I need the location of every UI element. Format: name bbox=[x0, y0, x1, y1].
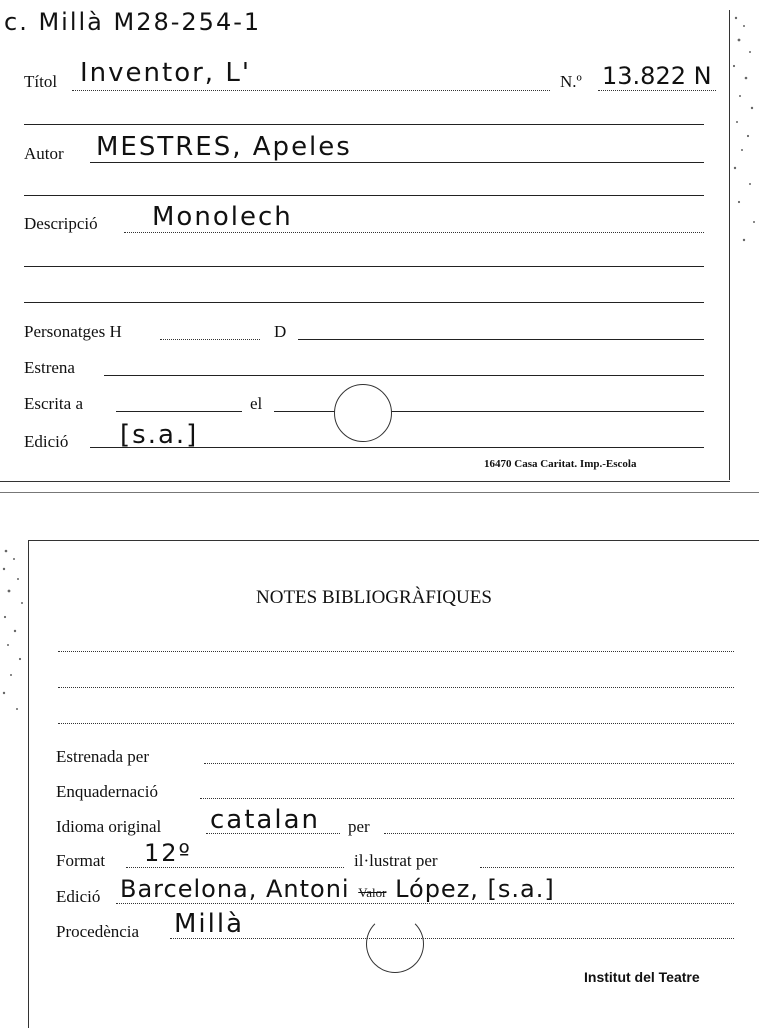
estrenada-label: Estrenada per bbox=[56, 747, 149, 766]
edicio-value-struck: Valor bbox=[358, 885, 387, 900]
format-line bbox=[126, 867, 344, 868]
enquadernacio-line bbox=[200, 798, 734, 799]
idioma-label: Idioma original bbox=[56, 817, 162, 836]
top-card bbox=[0, 0, 759, 495]
autor-line bbox=[90, 162, 704, 163]
descripcio-value: Monolech bbox=[152, 202, 293, 232]
edicio-value bbox=[120, 875, 555, 903]
escrita-line bbox=[116, 411, 242, 412]
blank-line bbox=[58, 687, 734, 688]
numero-line bbox=[598, 90, 716, 91]
punch-hole bbox=[334, 384, 392, 442]
format-value: 12º bbox=[144, 839, 192, 867]
descripcio-label: Descripció bbox=[24, 214, 98, 233]
blank-line bbox=[24, 124, 704, 125]
titol-label: Títol bbox=[24, 72, 58, 91]
personatges-label: Personatges H bbox=[24, 322, 122, 341]
illustrat-label: il·lustrat per bbox=[354, 851, 438, 870]
call-number: c. Millà M28-254-1 bbox=[4, 8, 262, 36]
blank-line bbox=[24, 266, 704, 267]
personatges-d-label: D bbox=[274, 322, 287, 341]
autor-value: MESTRES, Apeles bbox=[96, 132, 352, 162]
procedencia-line bbox=[170, 938, 734, 939]
autor-label: Autor bbox=[24, 144, 64, 163]
el-label: el bbox=[250, 394, 263, 413]
per-label: per bbox=[348, 817, 370, 836]
estrena-line bbox=[104, 375, 704, 376]
estrenada-line bbox=[204, 763, 734, 764]
format-label: Format bbox=[56, 851, 106, 870]
blank-line bbox=[58, 723, 734, 724]
blank-line bbox=[24, 302, 704, 303]
edicio-label: Edició bbox=[24, 432, 69, 451]
top-card-bottom-edge bbox=[0, 481, 730, 482]
titol-line bbox=[72, 90, 550, 91]
numero-value: 13.822 N bbox=[602, 62, 712, 90]
estrena-label: Estrena bbox=[24, 358, 75, 377]
per-line bbox=[384, 833, 734, 834]
edicio-value: [s.a.] bbox=[120, 420, 199, 450]
escrita-label: Escrita a bbox=[24, 394, 83, 413]
idioma-value: catalan bbox=[210, 805, 320, 835]
numero-label: N.º bbox=[560, 72, 582, 91]
institution-name: Institut del Teatre bbox=[584, 969, 700, 985]
punch-hole bbox=[366, 915, 424, 973]
illustrat-line bbox=[480, 867, 734, 868]
printer-imprint: 16470 Casa Caritat. Imp.-Escola bbox=[484, 458, 637, 470]
procedencia-value: Millà bbox=[174, 909, 245, 939]
edicio-label: Edició bbox=[56, 887, 101, 906]
scan-noise bbox=[730, 0, 759, 260]
notes-heading: NOTES BIBLIOGRÀFIQUES bbox=[256, 587, 492, 608]
procedencia-label: Procedència bbox=[56, 922, 140, 941]
bottom-card bbox=[0, 495, 759, 1028]
blank-line bbox=[58, 651, 734, 652]
page-divider bbox=[0, 492, 759, 493]
edicio-line bbox=[116, 903, 734, 904]
enquadernacio-label: Enquadernació bbox=[56, 782, 158, 801]
edicio-value-place: Barcelona, Antoni bbox=[120, 875, 350, 903]
descripcio-line bbox=[124, 232, 704, 233]
bottom-card-top-edge bbox=[28, 540, 759, 541]
personatges-d-line bbox=[298, 339, 704, 340]
titol-value: Inventor, L' bbox=[80, 58, 251, 88]
bottom-card-left-edge bbox=[28, 540, 29, 1028]
edicio-value-publisher: López, [s.a.] bbox=[395, 875, 555, 903]
personatges-h-line bbox=[160, 339, 260, 340]
blank-line bbox=[24, 195, 704, 196]
scan-noise bbox=[0, 545, 28, 725]
